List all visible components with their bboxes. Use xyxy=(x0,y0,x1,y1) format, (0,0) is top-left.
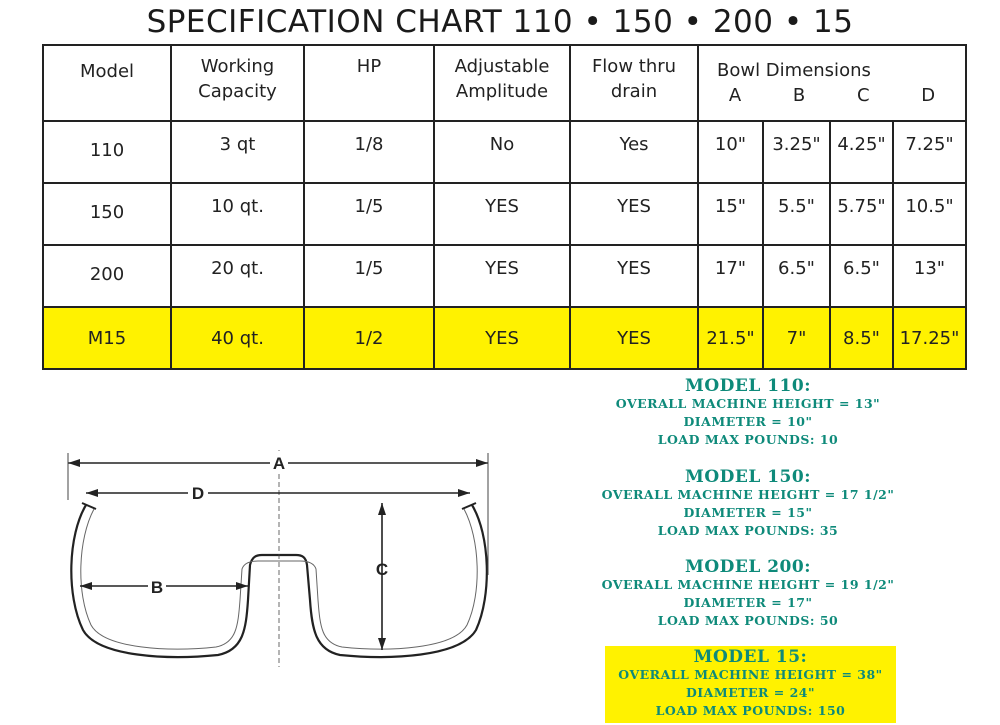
cell-c: 8.5" xyxy=(830,307,893,369)
model-15-notes xyxy=(605,646,896,723)
table-row-m15 xyxy=(43,307,966,369)
cell-d: 10.5" xyxy=(893,183,966,245)
cell-hp: 1/8 xyxy=(304,121,434,183)
cell-adjustable: No xyxy=(434,121,570,183)
cell-hp: 1/5 xyxy=(304,183,434,245)
cell-b: 3.25" xyxy=(763,121,830,183)
cell-hp: 1/2 xyxy=(304,307,434,369)
cell-adjustable: YES xyxy=(434,183,570,245)
cell-d: 17.25" xyxy=(893,307,966,369)
notes-title: MODEL 150: xyxy=(685,467,811,487)
table-row-110 xyxy=(43,121,966,183)
dim-a-arrow-right xyxy=(476,459,488,467)
cell-d: 13" xyxy=(893,245,966,307)
notes-height: OVERALL MACHINE HEIGHT = 17 1/2" xyxy=(601,487,895,502)
cell-capacity: 40 qt. xyxy=(171,307,304,369)
header-model: Model xyxy=(43,45,171,121)
notes-height: OVERALL MACHINE HEIGHT = 19 1/2" xyxy=(601,577,895,592)
cell-a: 15" xyxy=(698,183,763,245)
model-110-notes xyxy=(590,378,906,449)
notes-title: MODEL 200: xyxy=(685,557,811,577)
specification-table xyxy=(42,44,967,370)
header-bowl-dimensions: Bowl Dimensions A B C D xyxy=(698,45,966,121)
dim-b-arrow-right xyxy=(236,582,248,590)
cell-d: 7.25" xyxy=(893,121,966,183)
dim-d-arrow-right xyxy=(458,489,470,497)
cell-a: 10" xyxy=(698,121,763,183)
cell-c: 5.75" xyxy=(830,183,893,245)
dim-c-arrow-top xyxy=(378,503,386,515)
header-hp: HP xyxy=(304,45,434,121)
cell-model: 150 xyxy=(43,183,171,245)
model-150-notes xyxy=(590,469,906,540)
notes-load: LOAD MAX POUNDS: 150 xyxy=(655,703,846,718)
notes-diameter: DIAMETER = 15" xyxy=(683,505,813,520)
bowl-diagram xyxy=(58,445,503,670)
notes-title: MODEL 110: xyxy=(685,376,811,396)
notes-height: OVERALL MACHINE HEIGHT = 38" xyxy=(618,667,883,682)
notes-diameter: DIAMETER = 17" xyxy=(683,595,813,610)
notes-title: MODEL 15: xyxy=(693,647,808,667)
header-adjustable-amplitude: Adjustable Amplitude xyxy=(434,45,570,121)
header-flow-thru-drain: Flow thru drain xyxy=(570,45,698,121)
cell-a: 17" xyxy=(698,245,763,307)
cell-flow: YES xyxy=(570,307,698,369)
label-b: B xyxy=(150,578,164,597)
dim-a-arrow-left xyxy=(68,459,80,467)
header-working-capacity: Working Capacity xyxy=(171,45,304,121)
cell-adjustable: YES xyxy=(434,307,570,369)
cell-model: 110 xyxy=(43,121,171,183)
table-row-150 xyxy=(43,183,966,245)
cell-model: 200 xyxy=(43,245,171,307)
model-200-notes xyxy=(590,559,906,630)
cell-b: 5.5" xyxy=(763,183,830,245)
cell-capacity: 10 qt. xyxy=(171,183,304,245)
notes-load: LOAD MAX POUNDS: 10 xyxy=(657,432,839,447)
notes-load: LOAD MAX POUNDS: 35 xyxy=(657,523,839,538)
notes-diameter: DIAMETER = 10" xyxy=(683,414,813,429)
dim-c-arrow-bottom xyxy=(378,638,386,650)
cell-c: 4.25" xyxy=(830,121,893,183)
label-a: A xyxy=(272,454,286,473)
cell-b: 7" xyxy=(763,307,830,369)
cell-model: M15 xyxy=(43,307,171,369)
cell-a: 21.5" xyxy=(698,307,763,369)
label-d: D xyxy=(191,484,205,503)
label-c: C xyxy=(375,560,389,579)
cell-capacity: 3 qt xyxy=(171,121,304,183)
notes-diameter: DIAMETER = 24" xyxy=(685,685,816,700)
table-header-row xyxy=(43,45,966,121)
cell-hp: 1/5 xyxy=(304,245,434,307)
cell-c: 6.5" xyxy=(830,245,893,307)
notes-load: LOAD MAX POUNDS: 50 xyxy=(657,613,839,628)
cell-adjustable: YES xyxy=(434,245,570,307)
cell-flow: YES xyxy=(570,245,698,307)
dim-d-arrow-left xyxy=(86,489,98,497)
cell-capacity: 20 qt. xyxy=(171,245,304,307)
notes-height: OVERALL MACHINE HEIGHT = 13" xyxy=(615,396,881,411)
table-row-200 xyxy=(43,245,966,307)
cell-flow: YES xyxy=(570,183,698,245)
page-title: SPECIFICATION CHART 110 • 150 • 200 • 15 xyxy=(146,4,854,40)
cell-flow: Yes xyxy=(570,121,698,183)
cell-b: 6.5" xyxy=(763,245,830,307)
